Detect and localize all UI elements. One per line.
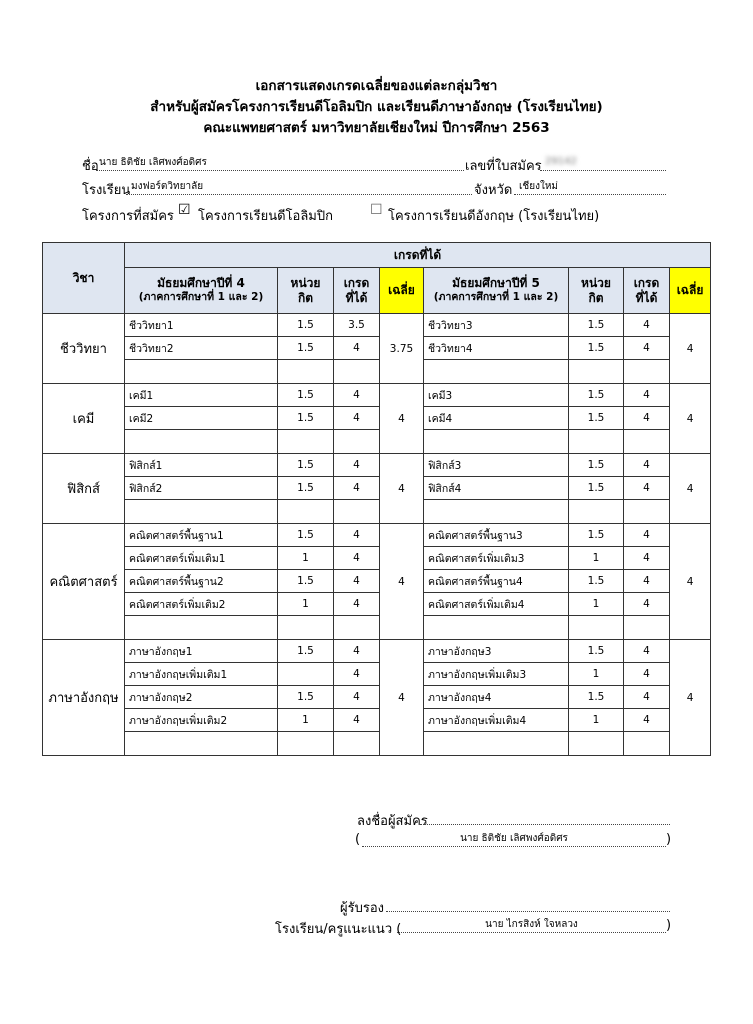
applicant-printed-name: นาย ธิติชัย เลิศพงศ์อดิศร xyxy=(460,833,568,844)
m5-course-name: คณิตศาสตร์เพิ่มเติม4 xyxy=(424,593,569,616)
header-avg-m4: เฉลี่ย xyxy=(380,268,424,314)
m5-grade: 4 xyxy=(624,477,670,500)
m4-grade: 4 xyxy=(334,454,380,477)
m4-grade: 4 xyxy=(334,570,380,593)
m5-course-name: ภาษาอังกฤษเพิ่มเติม3 xyxy=(424,663,569,686)
m5-average: 4 xyxy=(670,640,711,756)
m4-grade: 4 xyxy=(334,477,380,500)
m5-average: 4 xyxy=(670,384,711,454)
header-subject: วิชา xyxy=(43,243,125,314)
m4-grade xyxy=(334,430,380,454)
program-option-olympic: โครงการเรียนดีโอลิมปิก xyxy=(198,209,333,224)
m4-credit xyxy=(278,500,334,524)
m5-credit xyxy=(569,616,624,640)
m5-credit: 1.5 xyxy=(569,524,624,547)
applicant-sign-label: ลงชื่อผู้สมัคร xyxy=(357,814,428,829)
m4-grade: 4 xyxy=(334,407,380,430)
header-m5 xyxy=(424,268,569,314)
m5-grade xyxy=(624,430,670,454)
doc-title-line2: สำหรับผู้สมัครโครงการเรียนดีโอลิมปิก และเรียนดีภาษาอังกฤษ (โรงเรียนไทย) xyxy=(150,99,603,115)
m5-credit: 1 xyxy=(569,709,624,732)
table-row xyxy=(43,640,711,663)
applicant-open-paren: ( xyxy=(355,832,361,847)
m5-grade: 4 xyxy=(624,547,670,570)
m4-credit: 1 xyxy=(278,709,334,732)
m5-credit: 1.5 xyxy=(569,477,624,500)
m5-grade: 4 xyxy=(624,314,670,337)
m5-credit: 1 xyxy=(569,593,624,616)
m4-course-name xyxy=(125,430,278,454)
m5-credit: 1.5 xyxy=(569,384,624,407)
m5-average: 4 xyxy=(670,454,711,524)
m4-grade: 4 xyxy=(334,547,380,570)
header-credit-m5 xyxy=(569,268,624,314)
m4-credit xyxy=(278,663,334,686)
m4-grade: 3.5 xyxy=(334,314,380,337)
m5-grade xyxy=(624,360,670,384)
m4-grade: 4 xyxy=(334,524,380,547)
m5-grade: 4 xyxy=(624,570,670,593)
m4-average: 4 xyxy=(380,640,424,756)
appno-line xyxy=(540,170,666,171)
subject-group-name: ฟิสิกส์ xyxy=(43,454,125,524)
m4-credit: 1 xyxy=(278,547,334,570)
m4-course-name: คณิตศาสตร์เพิ่มเติม2 xyxy=(125,593,278,616)
m4-credit: 1.5 xyxy=(278,454,334,477)
m5-credit xyxy=(569,732,624,756)
m4-course-name xyxy=(125,360,278,384)
header-credit-m4-l1: หน่วย xyxy=(290,275,321,290)
m5-credit xyxy=(569,500,624,524)
header-credit-m5-l2: กิต xyxy=(588,290,604,305)
m4-course-name xyxy=(125,500,278,524)
header-credit-m4-l2: กิต xyxy=(297,290,314,305)
school-value: มงฟอร์ตวิทยาลัย xyxy=(131,181,204,192)
appno-label: เลขที่ใบสมัคร xyxy=(465,159,542,174)
m5-credit: 1.5 xyxy=(569,337,624,360)
m5-course-name: ฟิสิกส์3 xyxy=(424,454,569,477)
m5-grade: 4 xyxy=(624,640,670,663)
m4-course-name: ฟิสิกส์1 xyxy=(125,454,278,477)
m5-credit: 1.5 xyxy=(569,570,624,593)
header-m5-title: มัธยมศึกษาปีที่ 5 xyxy=(452,276,540,291)
m5-grade xyxy=(624,500,670,524)
table-row xyxy=(43,430,711,454)
certifier-sign-line xyxy=(386,911,670,912)
m5-grade: 4 xyxy=(624,454,670,477)
m4-grade xyxy=(334,500,380,524)
header-grades: เกรดที่ได้ xyxy=(125,243,711,268)
m5-course-name xyxy=(424,430,569,454)
m5-course-name: ชีววิทยา4 xyxy=(424,337,569,360)
m5-course-name: เคมี3 xyxy=(424,384,569,407)
m5-course-name: เคมี4 xyxy=(424,407,569,430)
m5-credit: 1 xyxy=(569,663,624,686)
subject-group-name: คณิตศาสตร์ xyxy=(43,524,125,640)
table-row xyxy=(43,570,711,593)
m5-grade: 4 xyxy=(624,686,670,709)
name-line xyxy=(96,170,464,171)
m4-credit xyxy=(278,360,334,384)
grades-table xyxy=(42,242,711,756)
m5-grade: 4 xyxy=(624,337,670,360)
teacher-close-paren: ) xyxy=(666,918,672,933)
teacher-printed-name: นาย ไกรสิงห์ ใจหลวง xyxy=(485,919,578,930)
school-line xyxy=(126,194,472,195)
m5-course-name: ภาษาอังกฤษเพิ่มเติม4 xyxy=(424,709,569,732)
m4-course-name: ฟิสิกส์2 xyxy=(125,477,278,500)
m4-average: 4 xyxy=(380,454,424,524)
table-row xyxy=(43,709,711,732)
applicant-close-paren: ) xyxy=(666,832,672,847)
header-m4-title: มัธยมศึกษาปีที่ 4 xyxy=(157,276,245,291)
m5-course-name: ฟิสิกส์4 xyxy=(424,477,569,500)
school-label: โรงเรียน xyxy=(82,183,131,198)
m4-grade: 4 xyxy=(334,709,380,732)
m4-credit: 1.5 xyxy=(278,384,334,407)
header-grade-m4 xyxy=(334,268,380,314)
province-value: เชียงใหม่ xyxy=(519,181,559,192)
checked-box-icon[interactable]: ☑ xyxy=(178,202,191,218)
applicant-name-line xyxy=(362,846,666,847)
table-row xyxy=(43,593,711,616)
table-row xyxy=(43,407,711,430)
m4-average: 4 xyxy=(380,524,424,640)
table-row xyxy=(43,477,711,500)
m4-credit: 1.5 xyxy=(278,640,334,663)
m5-credit: 1 xyxy=(569,547,624,570)
m5-credit xyxy=(569,360,624,384)
header-grade-m4-l2: ที่ได้ xyxy=(345,290,368,305)
m5-grade xyxy=(624,732,670,756)
empty-box-icon[interactable]: ☐ xyxy=(370,202,383,218)
province-line xyxy=(514,194,666,195)
m5-average: 4 xyxy=(670,524,711,640)
m5-credit: 1.5 xyxy=(569,454,624,477)
doc-title-line3: คณะแพทยศาสตร์ มหาวิทยาลัยเชียงใหม่ ปีการศึกษา 2563 xyxy=(203,120,550,136)
m5-credit: 1.5 xyxy=(569,314,624,337)
m5-credit: 1.5 xyxy=(569,407,624,430)
m4-course-name: ชีววิทยา2 xyxy=(125,337,278,360)
m4-credit: 1 xyxy=(278,593,334,616)
m4-course-name xyxy=(125,732,278,756)
m4-course-name: คณิตศาสตร์เพิ่มเติม1 xyxy=(125,547,278,570)
header-grade-m5-l2: ที่ได้ xyxy=(635,290,658,305)
m5-course-name xyxy=(424,616,569,640)
m4-course-name: ชีววิทยา1 xyxy=(125,314,278,337)
table-row xyxy=(43,337,711,360)
applicant-sign-line xyxy=(420,824,670,825)
teacher-name-line xyxy=(397,932,666,933)
header-grade-m4-l1: เกรด xyxy=(343,275,370,290)
m4-course-name: ภาษาอังกฤษเพิ่มเติม2 xyxy=(125,709,278,732)
m4-course-name: เคมี1 xyxy=(125,384,278,407)
header-credit-m4 xyxy=(278,268,334,314)
m5-course-name: คณิตศาสตร์พื้นฐาน4 xyxy=(424,570,569,593)
m4-course-name: ภาษาอังกฤษ1 xyxy=(125,640,278,663)
m4-credit: 1.5 xyxy=(278,407,334,430)
name-label: ชื่อ xyxy=(82,159,99,174)
m4-grade xyxy=(334,360,380,384)
m5-grade: 4 xyxy=(624,593,670,616)
m4-grade xyxy=(334,732,380,756)
header-grade-m5 xyxy=(624,268,670,314)
m4-credit: 1.5 xyxy=(278,686,334,709)
table-row xyxy=(43,524,711,547)
subject-group-name: ชีววิทยา xyxy=(43,314,125,384)
m5-credit: 1.5 xyxy=(569,686,624,709)
m4-credit xyxy=(278,616,334,640)
subject-group-name: ภาษาอังกฤษ xyxy=(43,640,125,756)
m5-grade: 4 xyxy=(624,384,670,407)
m4-average: 3.75 xyxy=(380,314,424,384)
name-value: นาย ธิติชัย เลิศพงศ์อดิศร xyxy=(99,157,207,168)
table-row xyxy=(43,314,711,337)
m4-credit: 1.5 xyxy=(278,524,334,547)
m5-grade: 4 xyxy=(624,663,670,686)
table-row xyxy=(43,663,711,686)
m4-course-name: คณิตศาสตร์พื้นฐาน1 xyxy=(125,524,278,547)
m4-grade xyxy=(334,616,380,640)
table-row xyxy=(43,500,711,524)
m4-credit: 1.5 xyxy=(278,477,334,500)
m5-course-name xyxy=(424,360,569,384)
m4-grade: 4 xyxy=(334,686,380,709)
m5-course-name: ภาษาอังกฤษ3 xyxy=(424,640,569,663)
m4-grade: 4 xyxy=(334,663,380,686)
m5-course-name: คณิตศาสตร์เพิ่มเติม3 xyxy=(424,547,569,570)
doc-title-line1: เอกสารแสดงเกรดเฉลี่ยของแต่ละกลุ่มวิชา xyxy=(255,78,498,94)
m5-average: 4 xyxy=(670,314,711,384)
m5-grade: 4 xyxy=(624,407,670,430)
subject-group-name: เคมี xyxy=(43,384,125,454)
m4-course-name: คณิตศาสตร์พื้นฐาน2 xyxy=(125,570,278,593)
m4-credit: 1.5 xyxy=(278,314,334,337)
table-row xyxy=(43,384,711,407)
m5-grade: 4 xyxy=(624,524,670,547)
header-m4-sub: (ภาคการศึกษาที่ 1 และ 2) xyxy=(138,291,264,304)
m5-credit xyxy=(569,430,624,454)
certifier-label: ผู้รับรอง xyxy=(340,901,384,916)
table-row xyxy=(43,360,711,384)
m5-course-name: คณิตศาสตร์พื้นฐาน3 xyxy=(424,524,569,547)
m4-average: 4 xyxy=(380,384,424,454)
m5-course-name xyxy=(424,500,569,524)
m5-course-name: ชีววิทยา3 xyxy=(424,314,569,337)
header-grade-m5-l1: เกรด xyxy=(633,275,660,290)
teacher-label: โรงเรียน/ครูแนะแนว ( xyxy=(275,922,402,937)
m4-course-name: เคมี2 xyxy=(125,407,278,430)
m4-credit xyxy=(278,430,334,454)
m4-grade: 4 xyxy=(334,337,380,360)
m4-credit: 1.5 xyxy=(278,570,334,593)
m5-grade: 4 xyxy=(624,709,670,732)
table-row xyxy=(43,454,711,477)
table-row xyxy=(43,686,711,709)
m4-credit: 1.5 xyxy=(278,337,334,360)
m4-grade: 4 xyxy=(334,640,380,663)
header-m5-sub: (ภาคการศึกษาที่ 1 และ 2) xyxy=(433,291,559,304)
table-row xyxy=(43,616,711,640)
program-label: โครงการที่สมัคร xyxy=(82,209,174,224)
m5-credit: 1.5 xyxy=(569,640,624,663)
header-avg-m5: เฉลี่ย xyxy=(670,268,711,314)
table-row xyxy=(43,732,711,756)
m4-course-name xyxy=(125,616,278,640)
header-m4 xyxy=(125,268,278,314)
appno-value: 29142 xyxy=(545,156,577,167)
m4-course-name: ภาษาอังกฤษเพิ่มเติม1 xyxy=(125,663,278,686)
m4-course-name: ภาษาอังกฤษ2 xyxy=(125,686,278,709)
province-label: จังหวัด xyxy=(474,183,513,198)
m5-course-name: ภาษาอังกฤษ4 xyxy=(424,686,569,709)
table-row xyxy=(43,547,711,570)
program-option-english: โครงการเรียนดีอังกฤษ (โรงเรียนไทย) xyxy=(388,209,600,224)
header-credit-m5-l1: หน่วย xyxy=(581,275,611,290)
m5-grade xyxy=(624,616,670,640)
m4-grade: 4 xyxy=(334,593,380,616)
m4-credit xyxy=(278,732,334,756)
m5-course-name xyxy=(424,732,569,756)
m4-grade: 4 xyxy=(334,384,380,407)
